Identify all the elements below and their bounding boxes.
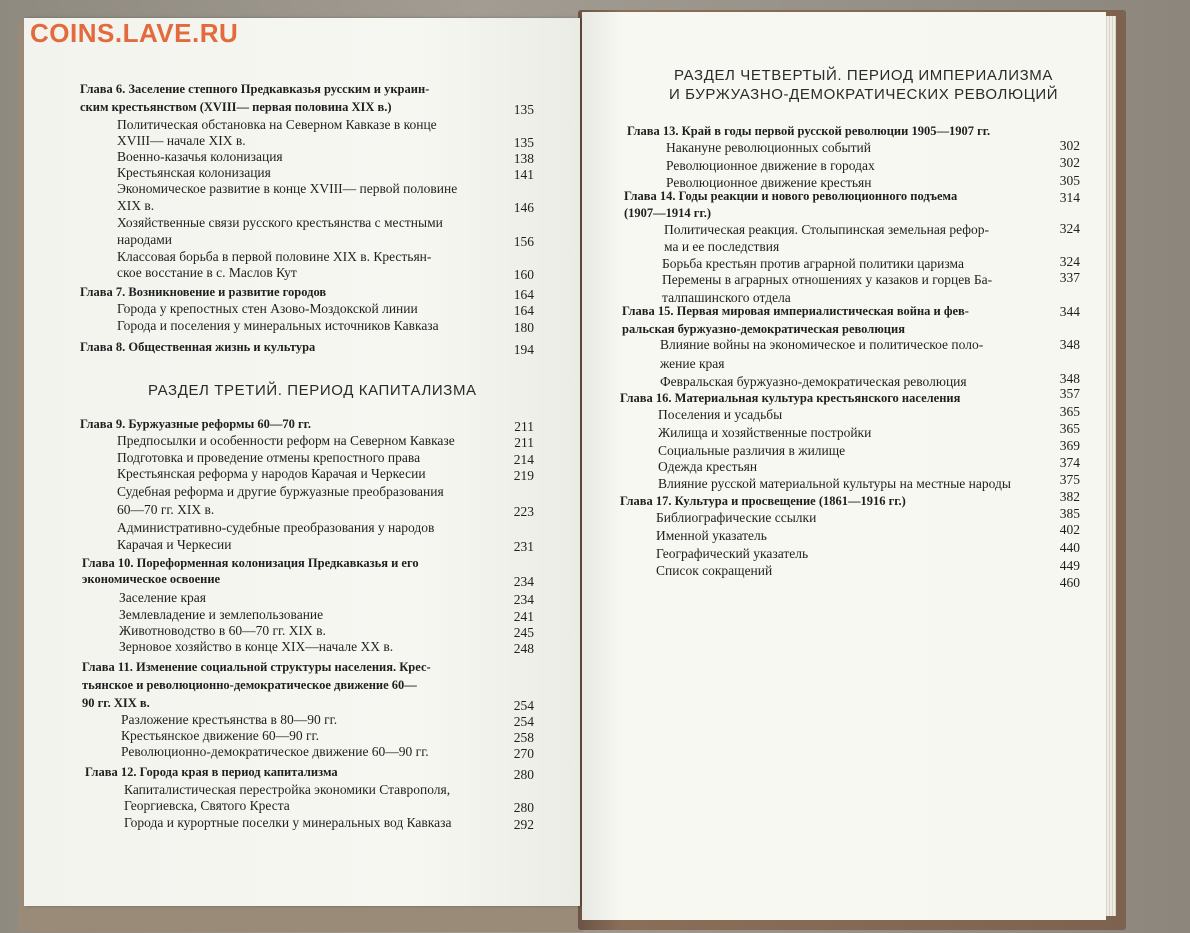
page-number: 180	[513, 320, 534, 335]
page-number: 357	[1059, 386, 1080, 401]
subsection-entry: Крестьянская реформа у народов Карачая и Черкесии	[117, 466, 426, 481]
subsection-entry: Предпосылки и особенности реформ на Северном Кавказе	[117, 433, 455, 448]
subsection-entry: ское восстание в с. Маслов Кут	[117, 265, 297, 280]
page-number: 270	[513, 746, 534, 761]
chapter-entry: Глава 12. Города края в период капитализма	[85, 765, 338, 779]
chapter-entry: Глава 10. Пореформенная колонизация Предкавказья и его	[82, 556, 419, 570]
section-title-fourth-line-2: И БУРЖУАЗНО-ДЕМОКРАТИЧЕСКИХ РЕВОЛЮЦИЙ	[669, 86, 1059, 103]
page-number: 302	[1059, 138, 1080, 153]
subsection-entry: Капиталистическая перестройка экономики Ставрополя,	[124, 782, 451, 797]
subsection-entry: XVIII— начале XIX в.	[117, 133, 246, 148]
subsection-entry: Влияние русской материальной культуры на местные народы	[658, 476, 1011, 491]
page-edges	[1106, 16, 1116, 916]
subsection-entry: Города и курортные поселки у минеральных вод Кавказа	[124, 815, 452, 830]
page-number: 258	[513, 730, 534, 745]
subsection-entry: Классовая борьба в первой половине XIX в. Крестьян-	[117, 249, 432, 264]
watermark-logo: COINS.LAVE.RU	[30, 18, 239, 48]
page-number: 348	[1059, 371, 1080, 386]
subsection-entry: Крестьянская колонизация	[117, 165, 271, 180]
page-number: 348	[1059, 337, 1080, 352]
subsection-entry: Карачая и Черкесии	[117, 537, 232, 552]
subsection-entry: Города у крепостных стен Азово-Моздокской линии	[117, 301, 418, 316]
page-number: 164	[513, 287, 534, 302]
subsection-entry: Зерновое хозяйство в конце XIX—начале XX в.	[119, 639, 394, 654]
subsection-entry: Разложение крестьянства в 80—90 гг.	[121, 712, 338, 727]
chapter-entry: Глава 13. Край в годы первой русской революции 1905—1907 гг.	[627, 124, 991, 138]
subsection-entry: народами	[117, 232, 172, 247]
page-number: 141	[513, 167, 534, 182]
chapter-entry: экономическое освоение	[82, 572, 221, 586]
page-number: 460	[1059, 575, 1080, 590]
page-number: 160	[513, 267, 534, 282]
section-title-third: РАЗДЕЛ ТРЕТИЙ. ПЕРИОД КАПИТАЛИЗМА	[148, 382, 477, 399]
chapter-entry: ральская буржуазно-демократическая революция	[622, 322, 905, 336]
page-number: 164	[513, 303, 534, 318]
chapter-entry: 90 гг. XIX в.	[82, 696, 150, 710]
page-number: 440	[1059, 540, 1080, 555]
page-number: 324	[1059, 221, 1080, 236]
chapter-entry: (1907—1914 гг.)	[624, 206, 712, 220]
subsection-entry: Перемены в аграрных отношениях у казаков и горцев Ба-	[662, 272, 993, 287]
page-number: 254	[513, 714, 534, 729]
subsection-entry: Политическая обстановка на Северном Кавказе в конце	[117, 117, 437, 132]
chapter-entry: тьянское и революционно-демократическое движение 60—	[82, 678, 417, 692]
subsection-entry: жение края	[660, 356, 725, 371]
page-number: 135	[513, 135, 534, 150]
page-number: 135	[513, 102, 534, 117]
page-number: 402	[1059, 522, 1080, 537]
page-number: 219	[513, 468, 534, 483]
page-number: 214	[513, 452, 534, 467]
page-number: 211	[514, 435, 534, 450]
page-number: 337	[1059, 270, 1080, 285]
subsection-entry: Жилища и хозяйственные постройки	[658, 425, 872, 440]
page-number: 280	[513, 767, 534, 782]
subsection-entry: 60—70 гг. XIX в.	[117, 502, 215, 517]
subsection-entry: Военно-казачья колонизация	[117, 149, 283, 164]
subsection-entry: Подготовка и проведение отмены крепостного права	[117, 450, 421, 465]
subsection-entry: Революционно-демократическое движение 60—90 гг.	[121, 744, 429, 759]
subsection-entry: Города и поселения у минеральных источников Кавказа	[117, 318, 439, 333]
page-number: 211	[514, 419, 534, 434]
subsection-entry: талпашинского отдела	[662, 290, 791, 305]
subsection-entry: Георгиевска, Святого Креста	[124, 798, 290, 813]
page-number: 234	[513, 592, 534, 607]
subsection-entry: Крестьянское движение 60—90 гг.	[121, 728, 319, 743]
subsection-entry: Социальные различия в жилище	[658, 443, 846, 458]
page-number: 302	[1059, 155, 1080, 170]
page-number: 194	[513, 342, 534, 357]
page-number: 375	[1059, 472, 1080, 487]
subsection-entry: Февральская буржуазно-демократическая революция	[660, 374, 967, 389]
chapter-entry: Глава 14. Годы реакции и нового революционного подъема	[624, 189, 958, 203]
page-number: 241	[513, 609, 534, 624]
subsection-entry: Хозяйственные связи русского крестьянства с местными	[117, 215, 443, 230]
subsection-entry: Животноводство в 60—70 гг. XIX в.	[119, 623, 326, 638]
subsection-entry: Революционное движение крестьян	[666, 175, 872, 190]
subsection-entry: Политическая реакция. Столыпинская земельная рефор-	[664, 222, 990, 237]
page-number: 138	[513, 151, 534, 166]
page-number: 146	[513, 200, 534, 215]
subsection-entry: Землевладение и землепользование	[119, 607, 324, 622]
chapter-entry: Глава 8. Общественная жизнь и культура	[80, 340, 316, 354]
subsection-entry: Влияние войны на экономическое и политическое поло-	[660, 337, 984, 352]
chapter-entry: Глава 11. Изменение социальной структуры населения. Крес-	[82, 660, 431, 674]
page-number: 305	[1059, 173, 1080, 188]
subsection-entry: Одежда крестьян	[658, 459, 758, 474]
subsection-entry: XIX в.	[117, 198, 155, 213]
subsection-entry: Географический указатель	[656, 546, 809, 561]
page-number: 344	[1059, 304, 1080, 319]
page-number: 365	[1059, 421, 1080, 436]
subsection-entry: ма и ее последствия	[664, 239, 780, 254]
subsection-entry: Список сокращений	[656, 563, 773, 578]
chapter-entry: Глава 9. Буржуазные реформы 60—70 гг.	[80, 417, 312, 431]
chapter-entry: Глава 6. Заселение степного Предкавказья русским и украин-	[80, 82, 430, 96]
page-number: 314	[1059, 190, 1080, 205]
subsection-entry: Административно-судебные преобразования у народов	[117, 520, 435, 535]
page-number: 374	[1059, 455, 1080, 470]
page-number: 385	[1059, 506, 1080, 521]
page-number: 324	[1059, 254, 1080, 269]
subsection-entry: Борьба крестьян против аграрной политики царизма	[662, 256, 964, 271]
subsection-entry: Накануне революционных событий	[666, 140, 871, 155]
page-number: 234	[513, 574, 534, 589]
page-number: 449	[1059, 558, 1080, 573]
subsection-entry: Революционное движение в городах	[666, 158, 875, 173]
chapter-entry: ским крестьянством (XVIII— первая половина XIX в.)	[80, 100, 392, 114]
page-number: 156	[513, 234, 534, 249]
page-number: 382	[1059, 489, 1080, 504]
chapter-entry: Глава 7. Возникновение и развитие городов	[80, 285, 327, 299]
page-number: 292	[513, 817, 534, 832]
subsection-entry: Судебная реформа и другие буржуазные преобразования	[117, 484, 444, 499]
subsection-entry: Именной указатель	[656, 528, 767, 543]
page-number: 231	[513, 539, 534, 554]
section-title-fourth-line-1: РАЗДЕЛ ЧЕТВЕРТЫЙ. ПЕРИОД ИМПЕРИАЛИЗМА	[674, 67, 1053, 84]
page-number: 280	[513, 800, 534, 815]
chapter-entry: Глава 17. Культура и просвещение (1861—1916 гг.)	[620, 494, 906, 508]
page-number: 248	[513, 641, 534, 656]
chapter-entry: Глава 16. Материальная культура крестьянского населения	[620, 391, 961, 405]
subsection-entry: Заселение края	[119, 590, 206, 605]
page-number: 369	[1059, 438, 1080, 453]
page-number: 254	[513, 698, 534, 713]
page-number: 245	[513, 625, 534, 640]
chapter-entry: Глава 15. Первая мировая империалистическая война и фев-	[622, 304, 969, 318]
subsection-entry: Экономическое развитие в конце XVIII— первой половине	[117, 181, 458, 196]
subsection-entry: Поселения и усадьбы	[658, 407, 783, 422]
page-number: 223	[513, 504, 534, 519]
subsection-entry: Библиографические ссылки	[656, 510, 817, 525]
page-number: 365	[1059, 404, 1080, 419]
